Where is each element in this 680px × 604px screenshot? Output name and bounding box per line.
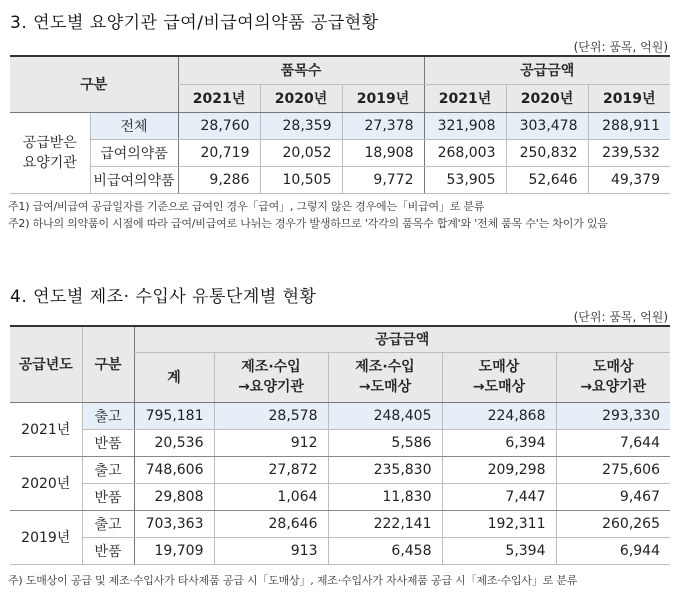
cell: 9,467 [556, 483, 670, 510]
cell: 7,644 [556, 429, 670, 456]
row-type: 출고 [82, 402, 134, 429]
header-col-line2: →요양기관 [580, 379, 647, 395]
cell: 28,359 [260, 112, 342, 139]
table-row [10, 112, 670, 139]
row-type: 반품 [82, 483, 134, 510]
cell: 18,908 [342, 139, 424, 166]
cell: 53,905 [424, 166, 506, 193]
row-type: 반품 [82, 429, 134, 456]
cell: 10,505 [260, 166, 342, 193]
table-row [10, 166, 670, 193]
header-col-line1: 계 [167, 370, 181, 386]
distribution-status-table [10, 325, 670, 565]
cell: 5,394 [442, 537, 556, 564]
row-label: 급여의약품 [90, 139, 178, 166]
header-col-line1: 도매상 [592, 359, 634, 375]
cell: 6,394 [442, 429, 556, 456]
cell: 275,606 [556, 456, 670, 483]
header-supply-amount: 공급금액 [424, 56, 670, 84]
cell: 321,908 [424, 112, 506, 139]
header-col-line1: 제조·수입 [241, 359, 301, 375]
header-col-line2: →도매상 [358, 379, 412, 395]
cell: 192,311 [442, 510, 556, 537]
section1-unit: (단위: 품목, 억원) [573, 40, 668, 54]
header-col-line2: →요양기관 [238, 379, 304, 395]
header-year: 2019년 [588, 84, 670, 112]
cell: 5,586 [328, 429, 442, 456]
cell: 9,286 [178, 166, 260, 193]
cell: 235,830 [328, 456, 442, 483]
year-label: 2020년 [10, 456, 82, 510]
cell: 28,760 [178, 112, 260, 139]
table-row [10, 537, 670, 564]
cell: 27,378 [342, 112, 424, 139]
row-type: 출고 [82, 510, 134, 537]
header-year: 2020년 [506, 84, 588, 112]
cell: 19,709 [134, 537, 214, 564]
row-label: 전체 [90, 112, 178, 139]
cell: 9,772 [342, 166, 424, 193]
table-row [10, 456, 670, 483]
header-col-line2: →도매상 [472, 379, 526, 395]
row-label: 비급여의약품 [90, 166, 178, 193]
section1-note-1: 주1) 급여/비급여 공급일자를 기준으로 급여인 경우「급여」, 그렇지 않은 경우에는「비급여」로 분류 [8, 200, 485, 213]
cell: 293,330 [556, 402, 670, 429]
header-category: 구분 [82, 326, 134, 402]
row-group-label-line2: 요양기관 [22, 154, 77, 171]
cell: 703,363 [134, 510, 214, 537]
cell: 303,478 [506, 112, 588, 139]
section2-unit: (단위: 품목, 억원) [573, 310, 668, 324]
header-wholesaler-to-wholesaler [442, 352, 556, 402]
cell: 27,872 [214, 456, 328, 483]
header-item-count: 품목수 [178, 56, 424, 84]
cell: 11,830 [328, 483, 442, 510]
header-year: 2021년 [424, 84, 506, 112]
cell: 49,379 [588, 166, 670, 193]
year-label: 2019년 [10, 510, 82, 564]
cell: 20,052 [260, 139, 342, 166]
year-label: 2021년 [10, 402, 82, 456]
header-wholesaler-to-institution [556, 352, 670, 402]
cell: 288,911 [588, 112, 670, 139]
cell: 260,265 [556, 510, 670, 537]
header-supply-amount: 공급금액 [134, 326, 670, 352]
supply-status-table [10, 55, 670, 194]
row-group-label [10, 112, 90, 193]
cell: 239,532 [588, 139, 670, 166]
row-type: 출고 [82, 456, 134, 483]
header-col-line1: 도매상 [478, 359, 520, 375]
cell: 20,536 [134, 429, 214, 456]
cell: 52,646 [506, 166, 588, 193]
row-type: 반품 [82, 537, 134, 564]
header-year: 2021년 [178, 84, 260, 112]
cell: 748,606 [134, 456, 214, 483]
cell: 795,181 [134, 402, 214, 429]
cell: 268,003 [424, 139, 506, 166]
cell: 912 [214, 429, 328, 456]
section2-note: 주) 도매상이 공급 및 제조·수입사가 타사제품 공급 시「도매상」, 제조·수입사가 자사제품 공급 시「제조·수입사」로 분류 [8, 574, 578, 587]
header-col-line1: 제조·수입 [355, 359, 415, 375]
row-group-label-line1: 공급받은 [22, 134, 77, 151]
cell: 28,646 [214, 510, 328, 537]
table-row [10, 510, 670, 537]
cell: 7,447 [442, 483, 556, 510]
section1-note-2: 주2) 하나의 의약품이 시점에 따라 급여/비급여로 나뉘는 경우가 발생하므로 '각각의 품목수 합계'와 '전체 품목 수'는 차이가 있음 [8, 217, 608, 230]
cell: 224,868 [442, 402, 556, 429]
header-mfr-to-institution [214, 352, 328, 402]
cell: 20,719 [178, 139, 260, 166]
header-mfr-to-wholesaler [328, 352, 442, 402]
header-year: 2019년 [342, 84, 424, 112]
header-total [134, 352, 214, 402]
cell: 250,832 [506, 139, 588, 166]
header-supply-year: 공급년도 [10, 326, 82, 402]
cell: 248,405 [328, 402, 442, 429]
section1-title: 3. 연도별 요양기관 급여/비급여의약품 공급현황 [10, 13, 379, 33]
cell: 29,808 [134, 483, 214, 510]
header-category: 구분 [10, 56, 178, 112]
section2-title: 4. 연도별 제조· 수입사 유통단계별 현황 [10, 287, 317, 307]
table-row [10, 402, 670, 429]
cell: 6,944 [556, 537, 670, 564]
cell: 913 [214, 537, 328, 564]
table-row [10, 139, 670, 166]
table-row [10, 429, 670, 456]
table-row [10, 483, 670, 510]
cell: 6,458 [328, 537, 442, 564]
cell: 209,298 [442, 456, 556, 483]
cell: 222,141 [328, 510, 442, 537]
cell: 28,578 [214, 402, 328, 429]
header-year: 2020년 [260, 84, 342, 112]
cell: 1,064 [214, 483, 328, 510]
